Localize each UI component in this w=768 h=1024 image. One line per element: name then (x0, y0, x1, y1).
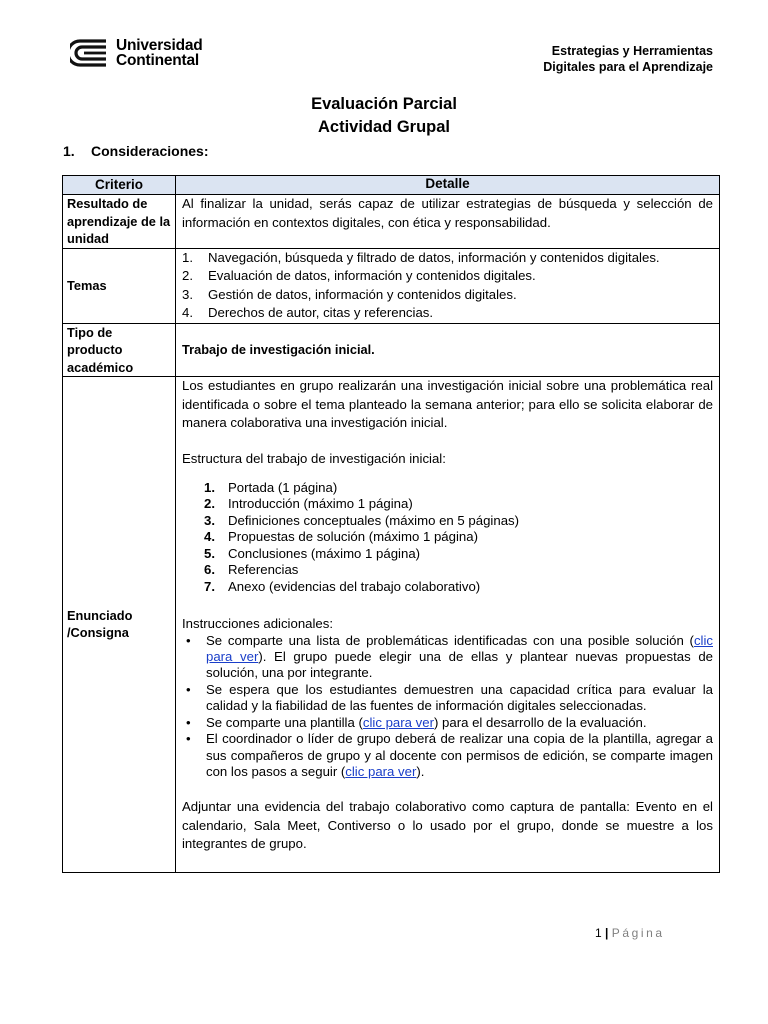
item-text: Se comparte una lista de problemáticas identificadas con una posible solución (clic para ver). El grupo puede elegir una de ellas y plantear nuevas propuestas de solución, una por integrante. (206, 632, 713, 681)
detalle-temas (176, 248, 720, 323)
clic-para-ver-link-pasos[interactable]: clic para ver (345, 763, 417, 779)
page-footer (595, 926, 665, 940)
item-number: 2. (204, 496, 215, 512)
item-number: 7. (204, 579, 215, 595)
list-item (182, 304, 713, 323)
course-line1: Estrategias y Herramientas (551, 44, 713, 58)
clic-para-ver-link-problematicas[interactable]: clic para ver (206, 632, 713, 665)
page-number: 1 (595, 926, 602, 940)
continental-logo-icon (70, 38, 110, 68)
enunciado-cierre: Adjuntar una evidencia del trabajo colaborativo como captura de pantalla: Evento en el calendario, Sala Meet, Contiverso o lo usado por el grupo, donde se muestre a los integrantes de grupo. (182, 799, 713, 852)
item-text: Referencias (228, 562, 299, 578)
bullet-icon: • (186, 714, 191, 730)
criterio-tipo: Tipo de producto académico (63, 323, 176, 377)
section-heading (63, 143, 208, 159)
considerations-table (62, 175, 720, 873)
item-text: El coordinador o líder de grupo deberá de realizar una copia de la plantilla, agregar a sus compañeros de grupo y al docente con permisos de edición, se comparte imagen con los pasos a seguir (clic para ver). (206, 731, 713, 779)
list-item (182, 731, 713, 780)
criterio-enunciado: Enunciado /Consigna (63, 377, 176, 873)
item-text: Navegación, búsqueda y filtrado de datos, información y contenidos digitales. (208, 249, 660, 265)
section-label: Consideraciones: (91, 143, 209, 159)
item-text: Gestión de datos, información y contenidos digitales. (208, 286, 517, 302)
row-enunciado (63, 377, 720, 873)
column-header-detalle: Detalle (176, 176, 720, 195)
footer-separator: | (605, 926, 609, 940)
instrucciones-list (182, 633, 713, 781)
criterio-resultado: Resultado de aprendizaje de la unidad (63, 195, 176, 249)
bullet-icon: • (186, 731, 191, 747)
item-text: Se espera que los estudiantes demuestren una capacidad crítica para evaluar la calidad y la fiabilidad de las fuentes de información digitales seleccionadas. (206, 681, 713, 714)
column-header-criterio: Criterio (63, 176, 176, 195)
clic-para-ver-link-plantilla[interactable]: clic para ver (362, 714, 434, 730)
list-item (204, 513, 713, 530)
item-text: Derechos de autor, citas y referencias. (208, 305, 434, 320)
enunciado-intro: Los estudiantes en grupo realizarán una investigación inicial sobre una problemática real identificada o sobre el tema planteado la semana anterior; para ello se solicita elaborar de manera colaborativa una investigación inicial. (182, 378, 713, 430)
item-number: 4. (182, 305, 193, 320)
temas-list (182, 249, 713, 323)
list-item (204, 529, 713, 546)
item-number: 4. (204, 529, 215, 545)
item-number: 6. (204, 562, 215, 578)
item-number: 5. (204, 545, 215, 561)
list-item (182, 682, 713, 715)
list-item (204, 480, 713, 497)
section-number: 1. (63, 143, 75, 159)
item-text: Anexo (evidencias del trabajo colaborativo) (228, 579, 481, 595)
course-line2: Digitales para el Aprendizaje (543, 60, 713, 74)
item-text: Propuestas de solución (máximo 1 página) (228, 529, 478, 545)
row-temas (63, 248, 720, 323)
list-item (182, 633, 713, 682)
item-text: Portada (1 página) (228, 479, 338, 495)
estructura-label: Estructura del trabajo de investigación inicial: (182, 450, 446, 466)
bullet-icon: • (186, 632, 191, 648)
row-tipo (63, 323, 720, 377)
list-item (204, 579, 713, 596)
item-text: Introducción (máximo 1 página) (228, 496, 413, 512)
list-item (182, 267, 713, 286)
detalle-resultado: Al finalizar la unidad, serás capaz de utilizar estrategias de búsqueda y selección de información en contextos digitales, con ética y responsabilidad. (176, 195, 720, 249)
university-logo (70, 38, 203, 68)
logo-line2: Continental (116, 52, 200, 69)
estructura-list (204, 480, 713, 596)
item-number: 3. (204, 512, 215, 528)
item-number: 3. (182, 286, 193, 302)
list-item (182, 715, 713, 731)
detalle-enunciado (176, 377, 720, 873)
item-text: Definiciones conceptuales (máximo en 5 páginas) (228, 512, 520, 528)
instrucciones-label: Instrucciones adicionales: (182, 615, 334, 631)
document-titles (0, 93, 768, 139)
list-item (182, 249, 713, 268)
list-item (204, 496, 713, 513)
course-name (543, 43, 713, 75)
item-text: Evaluación de datos, información y contenidos digitales. (208, 268, 536, 283)
document-title: Evaluación Parcial (311, 95, 457, 113)
page-label: Página (611, 926, 665, 940)
detalle-tipo: Trabajo de investigación inicial. (176, 323, 720, 377)
item-number: 1. (204, 479, 215, 495)
logo-line1: Universidad (116, 37, 203, 54)
document-subtitle: Actividad Grupal (317, 118, 451, 136)
criterio-temas: Temas (63, 248, 176, 323)
list-item (182, 286, 713, 305)
list-item (204, 546, 713, 563)
bullet-icon: • (186, 681, 191, 697)
list-item (204, 562, 713, 579)
row-resultado (63, 195, 720, 249)
item-text: Se comparte una plantilla (clic para ver) para el desarrollo de la evaluación. (206, 714, 647, 730)
item-number: 1. (182, 249, 193, 265)
table-header-row (63, 176, 720, 195)
item-number: 2. (182, 268, 193, 283)
item-text: Conclusiones (máximo 1 página) (228, 545, 421, 561)
